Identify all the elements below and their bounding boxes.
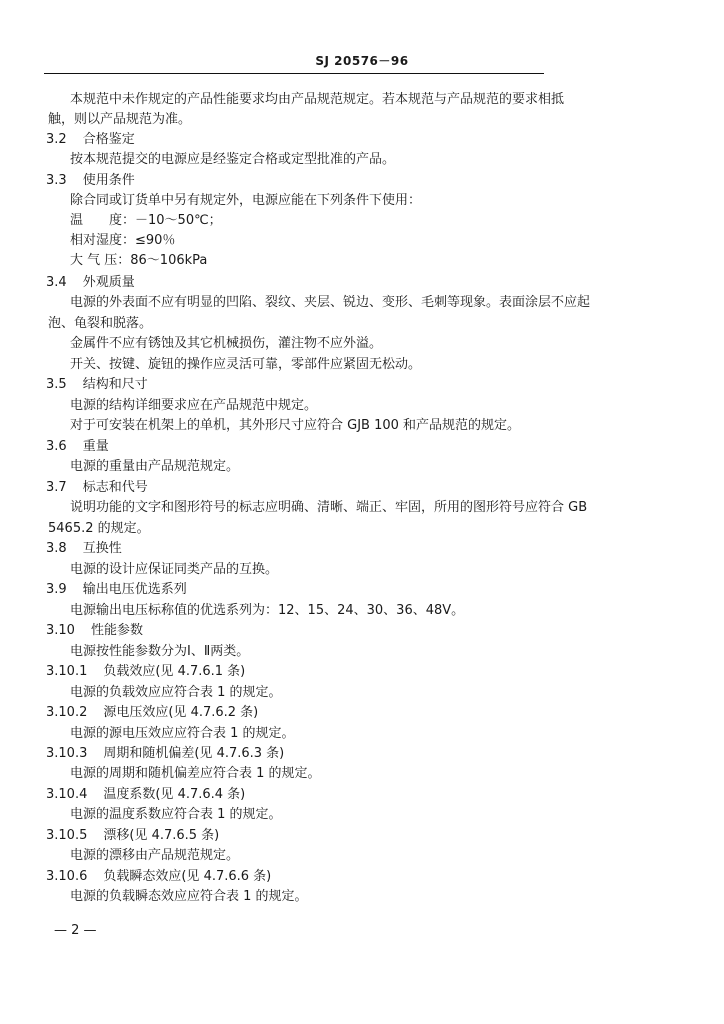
paragraph-line: 电源的重量由产品规范规定。 xyxy=(70,459,240,474)
section-heading xyxy=(46,705,258,721)
paragraph-line: 本规范中未作规定的产品性能要求均由产品规范规定。若本规范与产品规范的要求相抵 xyxy=(70,92,565,107)
section-title: 源电压效应(见 4.7.6.2 条) xyxy=(103,705,259,720)
paragraph-line: 金属件不应有锈蚀及其它机械损伤，灌注物不应外溢。 xyxy=(70,336,383,351)
paragraph-line: 电源的周期和随机偏差应符合表 1 的规定。 xyxy=(70,766,321,781)
paragraph-line: 电源的漂移由产品规范规定。 xyxy=(70,848,240,863)
section-number: 3.9 xyxy=(46,582,67,597)
section-heading xyxy=(46,746,284,762)
section-heading xyxy=(46,132,135,148)
paragraph-line: 相对湿度：≤90％ xyxy=(70,233,176,248)
section-heading xyxy=(46,480,148,496)
paragraph-continuation: 触，则以产品规范为准。 xyxy=(48,112,192,127)
section-heading xyxy=(46,828,219,844)
section-heading xyxy=(46,439,109,455)
document-code-header: SJ 20576－96 xyxy=(315,54,409,68)
section-title: 标志和代号 xyxy=(82,480,148,495)
section-title: 结构和尺寸 xyxy=(82,377,148,392)
paragraph-line: 电源的负载瞬态效应应符合表 1 的规定。 xyxy=(70,889,308,904)
section-number: 3.3 xyxy=(46,173,67,188)
section-heading xyxy=(46,541,122,557)
section-number: 3.7 xyxy=(46,480,67,495)
paragraph-line: 电源的外表面不应有明显的凹陷、裂纹、夹层、锐边、变形、毛刺等现象。表面涂层不应起 xyxy=(70,295,591,310)
section-heading xyxy=(46,787,245,803)
paragraph-line: 说明功能的文字和图形符号的标志应明确、清晰、端正、牢固，所用的图形符号应符合 GB xyxy=(70,500,588,515)
paragraph-line: 电源的结构详细要求应在产品规范中规定。 xyxy=(70,398,318,413)
paragraph-line: 除合同或订货单中另有规定外，电源应能在下列条件下使用： xyxy=(70,193,422,208)
paragraph-line: 电源的设计应保证同类产品的互换。 xyxy=(70,562,279,577)
paragraph-line: 按本规范提交的电源应是经鉴定合格或定型批准的产品。 xyxy=(70,152,396,167)
section-number: 3.10.5 xyxy=(46,828,88,843)
paragraph-line: 电源的负载效应应符合表 1 的规定。 xyxy=(70,685,282,700)
header-rule xyxy=(44,73,544,74)
section-heading xyxy=(46,582,187,598)
section-number: 3.5 xyxy=(46,377,67,392)
paragraph-continuation: 泡、龟裂和脱落。 xyxy=(48,316,153,331)
section-title: 温度系数(见 4.7.6.4 条) xyxy=(103,787,246,802)
section-title: 重量 xyxy=(82,439,109,454)
paragraph-line: 电源的源电压效应应符合表 1 的规定。 xyxy=(70,726,295,741)
section-heading xyxy=(46,173,135,189)
section-heading xyxy=(46,377,148,393)
section-number: 3.10.4 xyxy=(46,787,88,802)
paragraph-line: 对于可安装在机架上的单机，其外形尺寸应符合 GJB 100 和产品规范的规定。 xyxy=(70,418,521,433)
section-title: 周期和随机偏差(见 4.7.6.3 条) xyxy=(103,746,285,761)
section-title: 使用条件 xyxy=(82,173,135,188)
section-heading xyxy=(46,664,245,680)
section-number: 3.10.6 xyxy=(46,869,88,884)
section-number: 3.10.2 xyxy=(46,705,88,720)
paragraph-line: 温 度：－10～50℃； xyxy=(70,213,222,228)
paragraph-line: 电源的温度系数应符合表 1 的规定。 xyxy=(70,807,282,822)
section-title: 外观质量 xyxy=(82,275,135,290)
section-title: 合格鉴定 xyxy=(82,132,135,147)
section-title: 负载效应(见 4.7.6.1 条) xyxy=(103,664,246,679)
section-number: 3.6 xyxy=(46,439,67,454)
section-number: 3.8 xyxy=(46,541,67,556)
section-heading xyxy=(46,623,143,639)
section-number: 3.10.1 xyxy=(46,664,88,679)
section-title: 性能参数 xyxy=(90,623,143,638)
section-number: 3.2 xyxy=(46,132,67,147)
paragraph-line: 大 气 压：86～106kPa xyxy=(70,253,208,268)
page-number: — 2 — xyxy=(54,923,97,938)
section-title: 负载瞬态效应(见 4.7.6.6 条) xyxy=(103,869,272,884)
paragraph-continuation: 5465.2 的规定。 xyxy=(48,521,150,536)
section-heading xyxy=(46,869,271,885)
section-title: 输出电压优选系列 xyxy=(82,582,187,597)
section-heading xyxy=(46,275,135,291)
section-title: 漂移(见 4.7.6.5 条) xyxy=(103,828,220,843)
section-number: 3.4 xyxy=(46,275,67,290)
paragraph-line: 开关、按键、旋钮的操作应灵活可靠，零部件应紧固无松动。 xyxy=(70,357,422,372)
section-number: 3.10.3 xyxy=(46,746,88,761)
section-number: 3.10 xyxy=(46,623,75,638)
section-title: 互换性 xyxy=(82,541,122,556)
paragraph-line: 电源按性能参数分为Ⅰ、Ⅱ两类。 xyxy=(70,644,250,659)
paragraph-line: 电源输出电压标称值的优选系列为：12、15、24、30、36、48V。 xyxy=(70,603,465,618)
